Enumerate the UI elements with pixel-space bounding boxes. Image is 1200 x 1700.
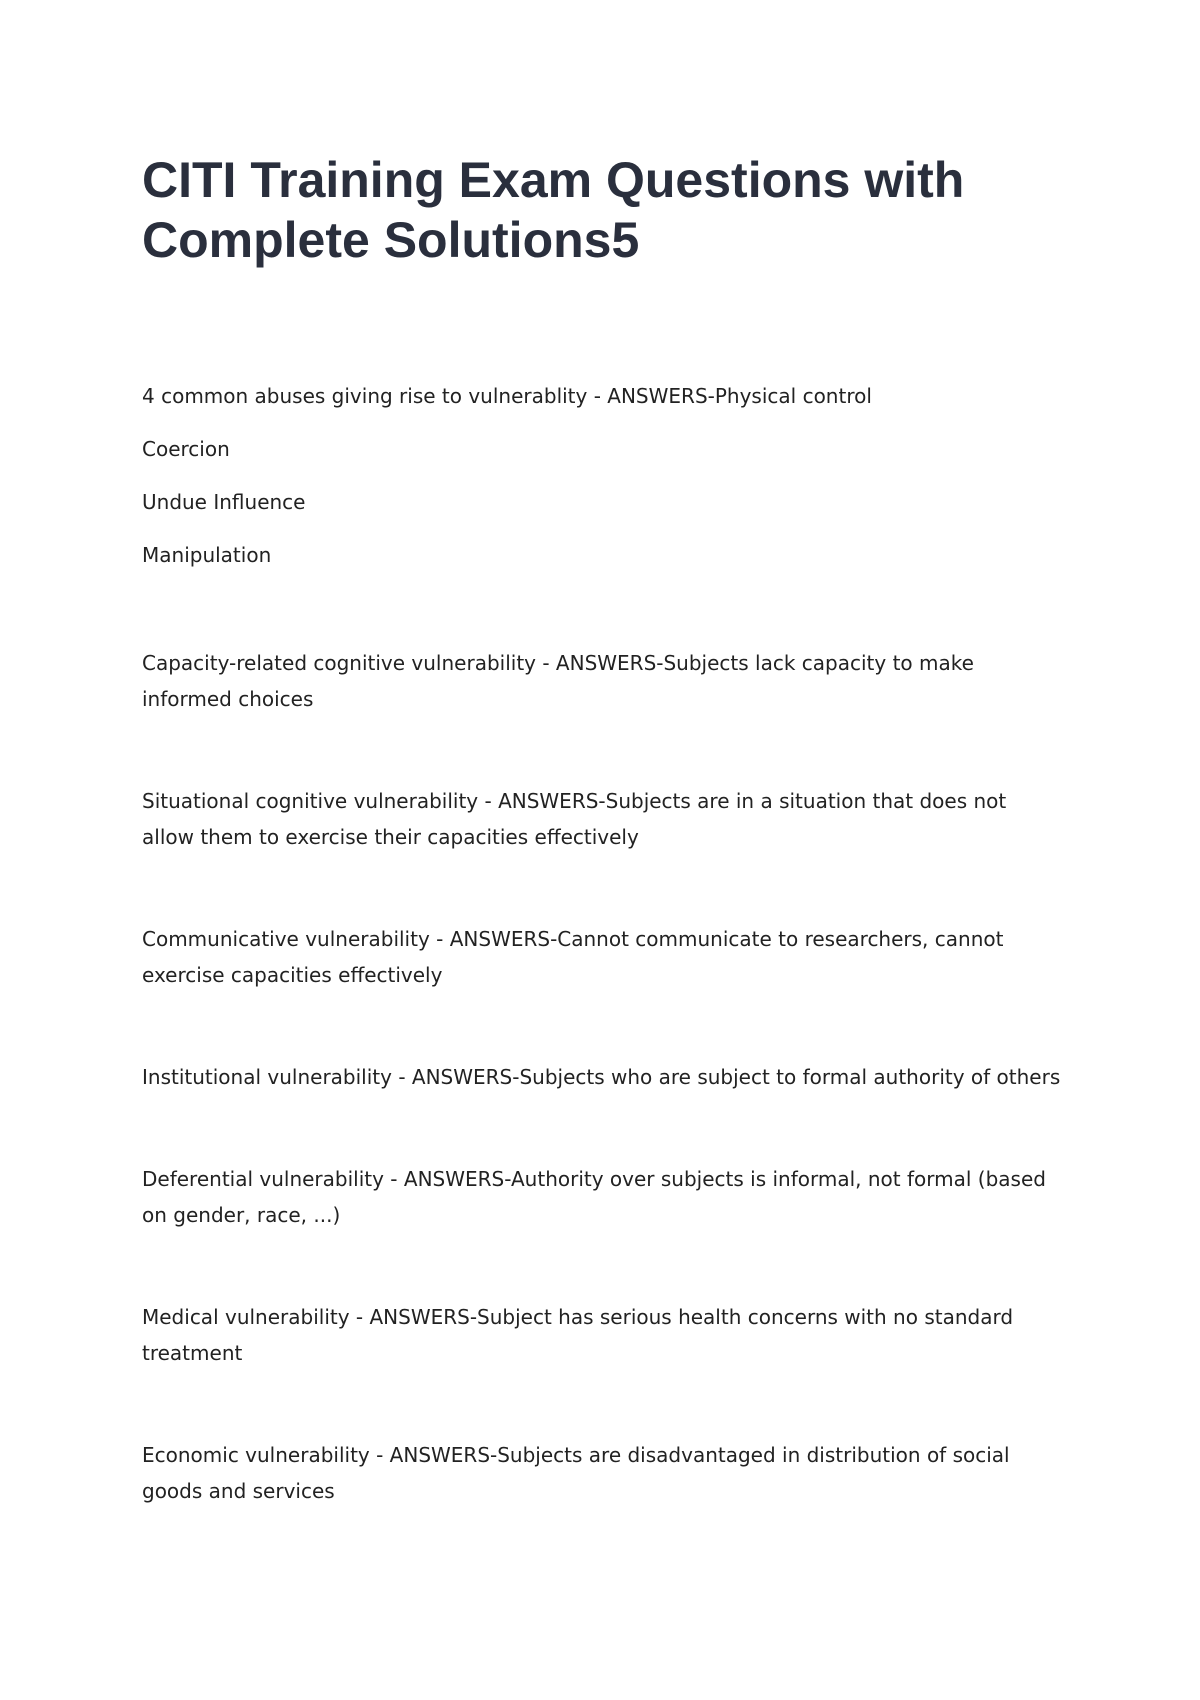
page-title: CITI Training Exam Questions with Complete Solutions5 bbox=[142, 152, 965, 268]
document-content bbox=[142, 378, 1062, 1509]
qa-entry: Communicative vulnerability - ANSWERS-Cannot communicate to researchers, cannot exercise capacities effectively bbox=[142, 927, 1004, 987]
document-page bbox=[142, 150, 1062, 1575]
qa-line: 4 common abuses giving rise to vulnerablity - ANSWERS-Physical control bbox=[142, 384, 872, 408]
qa-group-first bbox=[142, 378, 1062, 573]
qa-entry: Economic vulnerability - ANSWERS-Subjects are disadvantaged in distribution of social goods and services bbox=[142, 1443, 1010, 1503]
qa-entry: Deferential vulnerability - ANSWERS-Authority over subjects is informal, not formal (based on gender, race, ...) bbox=[142, 1167, 1046, 1227]
qa-entry: Capacity-related cognitive vulnerability - ANSWERS-Subjects lack capacity to make informed choices bbox=[142, 651, 974, 711]
qa-entry: Institutional vulnerability - ANSWERS-Subjects who are subject to formal authority of others bbox=[142, 1065, 1061, 1089]
qa-entry: Situational cognitive vulnerability - ANSWERS-Subjects are in a situation that does not allow them to exercise their capacities effectively bbox=[142, 789, 1007, 849]
qa-line: Manipulation bbox=[142, 543, 272, 567]
qa-line: Coercion bbox=[142, 437, 230, 461]
qa-entry: Medical vulnerability - ANSWERS-Subject has serious health concerns with no standard treatment bbox=[142, 1305, 1014, 1365]
qa-line: Undue Influence bbox=[142, 490, 306, 514]
